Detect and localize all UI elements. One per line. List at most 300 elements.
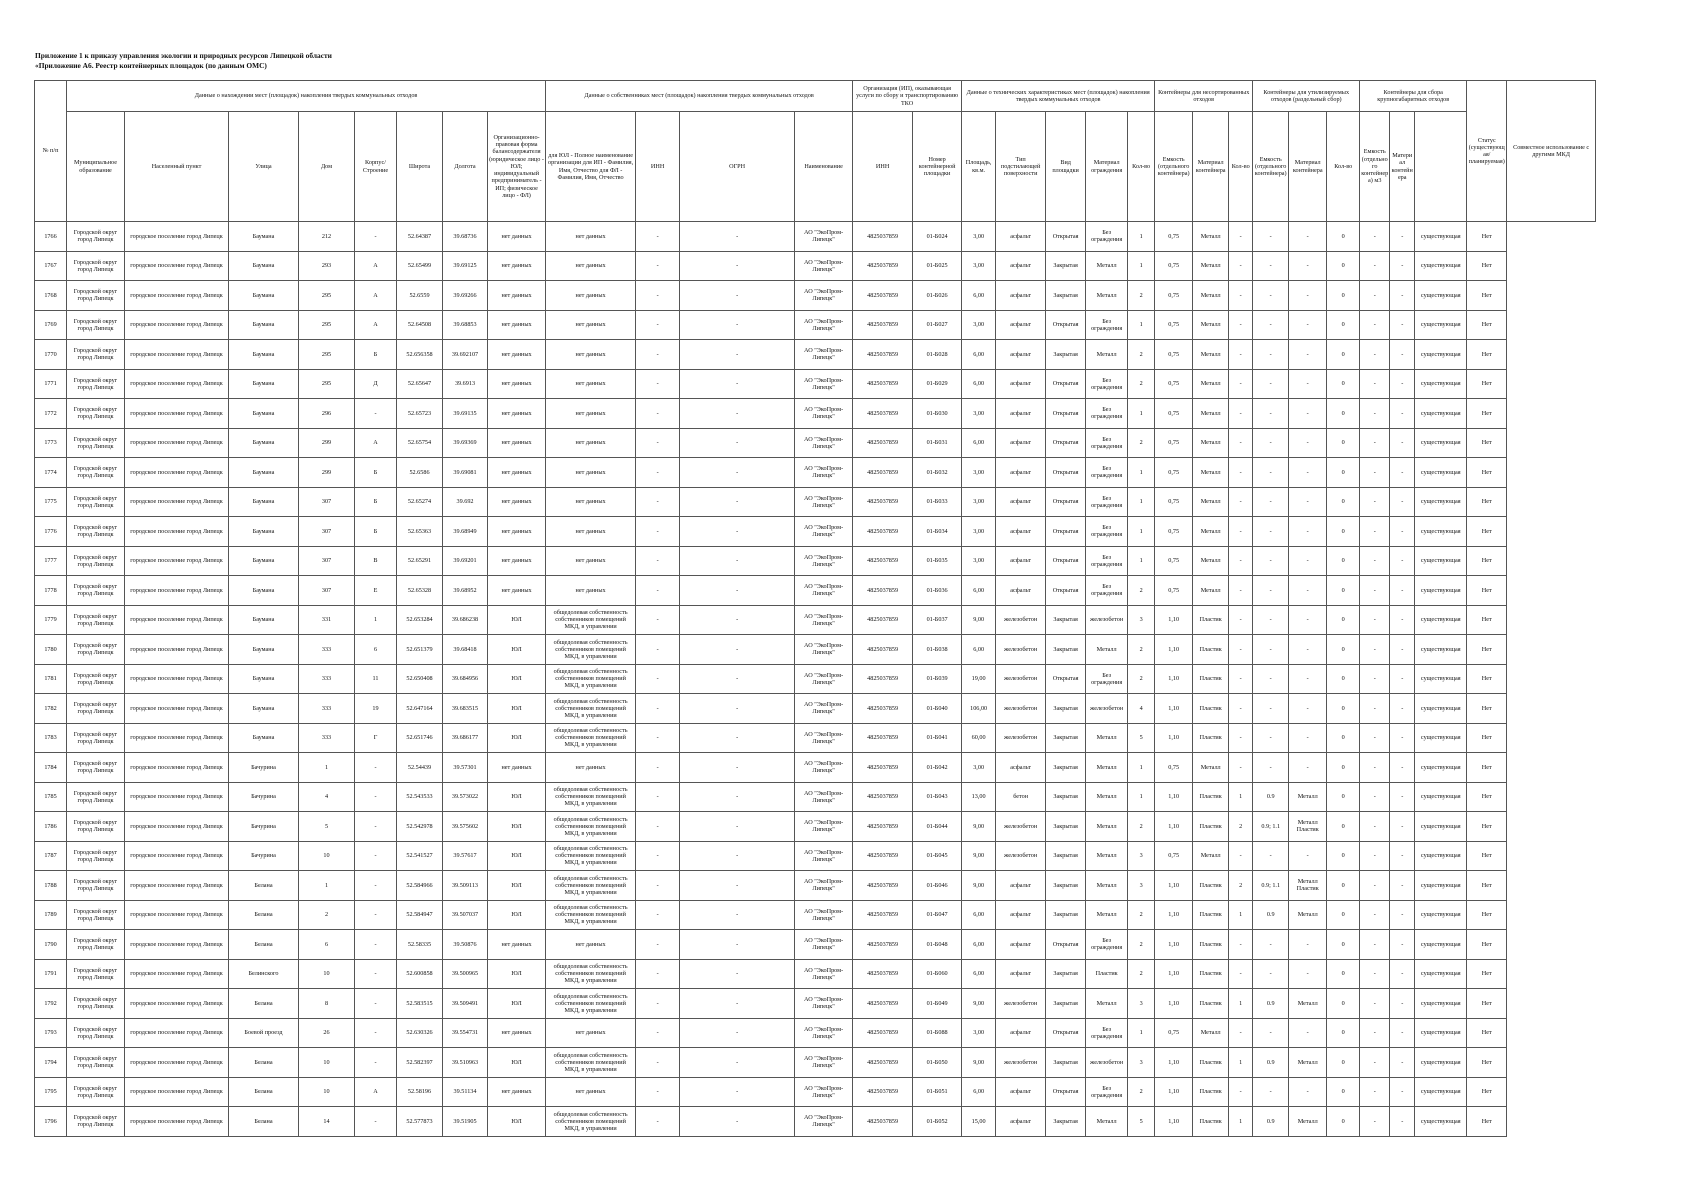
group-header: Контейнеры для утилизируемых отходов (раздельный сбор) [1253,81,1360,112]
table-cell [1128,1077,1155,1107]
cell-text: - [1306,1088,1309,1096]
cell-text: 4825037859 [867,1058,899,1066]
cell-text: Металл [1096,881,1117,889]
table-cell [355,310,397,340]
cell-text: - [656,1117,659,1125]
table-cell [996,1048,1046,1078]
column-header: Кол-во [1327,112,1360,222]
cell-text: нет данных [501,763,532,771]
cell-text: Нет [1481,970,1492,978]
column-header: Емкость (отдельного контейнера) [1253,112,1289,222]
table-cell [680,310,795,340]
table-cell [1128,900,1155,930]
table-cell [1467,694,1507,724]
cell-text: - [1401,793,1404,801]
cell-text: существующая [1420,527,1461,535]
cell-text: 1,10 [1168,793,1180,801]
column-header: Наименование [795,112,853,222]
cell-text: Металл [1096,350,1117,358]
table-cell [397,812,443,842]
cell-text: - [1373,468,1376,476]
table-cell [1046,369,1086,399]
cell-text: - [1306,734,1309,742]
cell-text: 52.65363 [407,527,432,535]
table-cell [853,1107,913,1137]
cell-text: 01-Б048 [926,940,948,948]
cell-text: асфальт [1010,1117,1031,1125]
table-cell [125,930,229,960]
cell-text: - [1306,586,1309,594]
cell-text: 39.69266 [453,291,477,299]
table-cell [1415,1107,1467,1137]
table-cell [1415,369,1467,399]
cell-text: Нет [1481,763,1492,771]
cell-text: нет данных [575,1088,606,1096]
table-cell [1128,664,1155,694]
cell-text: - [1401,881,1404,889]
cell-text: городское поселение город Липецк [130,557,223,565]
group-header: Данные о технических характеристиках мест (площадок) накопления твердых коммунальных отходов [962,81,1155,112]
cell-text: АО "ЭкоПром-Липецк" [804,937,844,952]
table-cell [125,1018,229,1048]
cell-text: - [656,468,659,476]
table-cell [443,458,488,488]
table-cell [35,458,67,488]
table-cell [1390,782,1415,812]
cell-text: 0 [1341,645,1345,653]
table-row [35,428,1596,458]
cell-text: Пластик [1199,675,1222,683]
cell-text: АО "ЭкоПром-Липецк" [804,760,844,775]
table-cell [636,812,680,842]
table-cell [488,664,546,694]
cell-text: общедолевая собственность собственников помещений МКД, в управлении [553,609,628,631]
table-cell [913,900,962,930]
cell-text: - [1239,1029,1242,1037]
table-cell [680,664,795,694]
table-cell [229,222,299,252]
cell-text: АО "ЭкоПром-Липецк" [804,524,844,539]
cell-text: - [656,262,659,270]
cell-text: 1,10 [1168,940,1180,948]
table-cell [488,989,546,1019]
column-header: для ЮЛ - Полное наименование организации для ИП - Фамилия, Имя, Отчество для ФЛ - Фамилия, Имя, Отчество [546,112,636,222]
cell-text: - [1269,1029,1272,1037]
cell-text: 333 [321,645,332,653]
table-cell [1086,369,1128,399]
cell-text: 52.65274 [407,498,432,506]
cell-text: городское поселение город Липецк [130,291,223,299]
cell-text: 01-Б035 [926,557,948,565]
table-cell [1390,989,1415,1019]
table-cell [355,723,397,753]
cell-text: Белана [254,1088,273,1096]
cell-text: - [1401,262,1404,270]
cell-text: 1,10 [1168,970,1180,978]
table-cell [1046,753,1086,783]
cell-text: 39.57301 [453,763,477,771]
table-cell [1415,723,1467,753]
cell-text: Закрытая [1053,970,1078,978]
column-header: Номер контейнерной площадки [913,112,962,222]
cell-text: Б [373,350,378,358]
table-cell [397,517,443,547]
table-cell [67,605,125,635]
table-row [35,812,1596,842]
table-cell [853,222,913,252]
table-cell [636,753,680,783]
cell-text: 0 [1341,822,1345,830]
table-cell [680,428,795,458]
cell-text: Открытая [1052,468,1079,476]
cell-text: 01-Б088 [926,1029,948,1037]
cell-text: Металл [1200,1029,1221,1037]
table-row [35,841,1596,871]
cell-text: - [1373,1029,1376,1037]
cell-text: Металл [1200,586,1221,594]
table-cell [67,281,125,311]
table-cell [680,812,795,842]
table-cell [996,930,1046,960]
cell-text: 6,00 [973,970,985,978]
cell-text: Без ограждения [1091,553,1123,568]
cell-text: 39.509113 [451,881,479,889]
cell-text: Нет [1481,1029,1492,1037]
table-cell [853,251,913,281]
table-cell [355,930,397,960]
table-cell [853,812,913,842]
table-cell [443,959,488,989]
table-cell [125,546,229,576]
table-cell [996,871,1046,901]
column-header: Статус (существующая/планируемая) [1467,81,1507,222]
table-cell [1155,1018,1193,1048]
cell-text: - [736,232,739,240]
table-cell [488,812,546,842]
table-cell [1128,281,1155,311]
table-cell [1155,1077,1193,1107]
cell-text: существующая [1420,970,1461,978]
cell-text: АО "ЭкоПром-Липецк" [804,465,844,480]
cell-text: - [1373,940,1376,948]
table-cell [1390,694,1415,724]
table-cell [299,989,355,1019]
cell-text: Без ограждения [1091,406,1123,421]
cell-text: Открытая [1052,232,1079,240]
cell-text: - [656,734,659,742]
cell-text: 0 [1341,704,1345,712]
table-cell [488,930,546,960]
cell-text: 01-Б028 [926,350,948,358]
table-cell [1289,369,1327,399]
table-cell [397,605,443,635]
column-header: Кол-во [1128,112,1155,222]
table-cell [1046,458,1086,488]
table-cell [1086,576,1128,606]
cell-text: 2 [1139,675,1143,683]
table-cell [1253,930,1289,960]
cell-text: - [736,1117,739,1125]
cell-text: - [656,675,659,683]
cell-text: 1778 [44,586,57,594]
table-cell [35,1018,67,1048]
table-cell [913,310,962,340]
cell-text: нет данных [501,262,532,270]
table-cell [1467,871,1507,901]
table-cell [962,340,996,370]
table-cell [680,458,795,488]
cell-text: существующая [1420,1029,1461,1037]
table-cell [1086,782,1128,812]
cell-text: - [736,262,739,270]
table-cell [680,369,795,399]
table-cell [1360,753,1390,783]
cell-text: ЮЛ [511,734,522,742]
cell-text: общедолевая собственность собственников помещений МКД, в управлении [553,845,628,867]
table-cell [67,428,125,458]
table-cell [488,605,546,635]
cell-text: 3 [1139,852,1143,860]
cell-text: Пластик [1199,645,1222,653]
table-row [35,399,1596,429]
table-cell [1253,458,1289,488]
table-cell [1415,841,1467,871]
document-header [35,51,332,71]
table-cell [913,989,962,1019]
table-cell [299,900,355,930]
table-cell [125,517,229,547]
table-cell [1155,281,1193,311]
cell-text: 01-Б060 [926,970,948,978]
cell-text: АО "ЭкоПром-Липецк" [804,229,844,244]
cell-text: Городской округ город Липецк [73,907,118,922]
table-cell [1155,1048,1193,1078]
table-cell [488,281,546,311]
table-cell [1086,1018,1128,1048]
table-cell [996,723,1046,753]
table-cell [1360,723,1390,753]
cell-text: - [1269,970,1272,978]
table-cell [488,635,546,665]
cell-text: - [1401,852,1404,860]
table-cell [795,369,853,399]
cell-text: нет данных [575,321,606,329]
cell-text: 1786 [44,822,57,830]
cell-text: АО "ЭкоПром-Липецк" [804,435,844,450]
table-cell [299,487,355,517]
cell-text: городское поселение город Липецк [130,1029,223,1037]
cell-text: ЮЛ [511,1058,522,1066]
table-cell [636,281,680,311]
table-cell [299,546,355,576]
table-cell [1086,458,1128,488]
table-cell [1415,546,1467,576]
cell-text: - [736,793,739,801]
cell-text: - [736,321,739,329]
cell-text: 0 [1341,380,1345,388]
table-cell [488,723,546,753]
cell-text: Металл [1200,852,1221,860]
table-cell [1415,458,1467,488]
cell-text: 39.68418 [453,645,477,653]
cell-text: - [1306,527,1309,535]
cell-text: общедолевая собственность собственников помещений МКД, в управлении [553,1110,628,1132]
table-cell [1229,723,1253,753]
cell-text: - [374,999,377,1007]
table-cell [1415,664,1467,694]
table-cell [443,782,488,812]
table-cell [1128,605,1155,635]
table-cell [125,399,229,429]
cell-text: Городской округ город Липецк [73,435,118,450]
cell-text: - [1306,616,1309,624]
table-cell [1128,487,1155,517]
table-cell [1467,664,1507,694]
table-cell [1289,281,1327,311]
cell-text: Пластик [1199,616,1222,624]
cell-text: Городской округ город Липецк [73,317,118,332]
cell-text: - [374,911,377,919]
cell-text: 1791 [44,970,57,978]
table-row [35,694,1596,724]
table-cell [1289,458,1327,488]
table-cell [397,340,443,370]
cell-text: Пластик [1199,999,1222,1007]
table-cell [546,989,636,1019]
cell-text: Бачурина [251,763,276,771]
cell-text: Нет [1481,1088,1492,1096]
cell-text: 1768 [44,291,57,299]
table-cell [636,694,680,724]
cell-text: 2 [1139,970,1143,978]
table-cell [229,310,299,340]
cell-text: - [1306,1029,1309,1037]
table-cell [1193,694,1229,724]
table-cell [1086,251,1128,281]
table-cell [125,222,229,252]
table-cell [680,900,795,930]
cell-text: 307 [321,586,332,594]
table-cell [1046,723,1086,753]
cell-text: асфальт [1010,881,1031,889]
table-cell [1253,900,1289,930]
cell-text: - [656,1029,659,1037]
cell-text: 1767 [44,262,57,270]
cell-text: нет данных [575,527,606,535]
cell-text: ЮЛ [511,970,522,978]
cell-text: общедолевая собственность собственников помещений МКД, в управлении [553,697,628,719]
table-cell [1390,340,1415,370]
table-cell [1128,1048,1155,1078]
table-cell [1467,340,1507,370]
table-cell [299,399,355,429]
table-cell [355,782,397,812]
table-cell [397,723,443,753]
table-cell [299,310,355,340]
cell-text: - [1239,350,1242,358]
cell-text: 1774 [44,468,57,476]
table-cell [1155,487,1193,517]
cell-text: Баумана [252,468,275,476]
table-cell [1390,605,1415,635]
cell-text: - [1306,409,1309,417]
cell-text: - [736,911,739,919]
cell-text: - [374,852,377,860]
cell-text: 0.9; 1.1 [1261,822,1281,830]
cell-text: Нет [1481,291,1492,299]
cell-text: 3 [1139,1058,1143,1066]
table-cell [67,369,125,399]
table-cell [125,1048,229,1078]
table-cell [1155,959,1193,989]
table-cell [853,753,913,783]
table-cell [35,900,67,930]
cell-text: - [736,999,739,1007]
cell-text: асфальт [1010,439,1031,447]
table-cell [1046,1107,1086,1137]
column-header: ИНН [636,112,680,222]
table-cell [996,310,1046,340]
table-cell [299,281,355,311]
table-cell [1390,900,1415,930]
table-cell [67,1107,125,1137]
cell-text: существующая [1420,468,1461,476]
table-cell [913,369,962,399]
cell-text: - [1373,586,1376,594]
table-cell [795,635,853,665]
table-cell [1289,694,1327,724]
cell-text: асфальт [1010,468,1031,476]
table-cell [355,900,397,930]
cell-text: - [1401,911,1404,919]
table-cell [996,989,1046,1019]
cell-text: - [656,527,659,535]
cell-text: Нет [1481,999,1492,1007]
cell-text: - [374,1029,377,1037]
cell-text: 52.542978 [406,822,433,830]
table-cell [488,959,546,989]
cell-text: существующая [1420,498,1461,506]
cell-text: Пластик [1199,822,1222,830]
cell-text: 6,00 [973,940,985,948]
table-cell [962,635,996,665]
cell-text: городское поселение город Липецк [130,232,223,240]
table-cell [1155,605,1193,635]
table-cell [355,959,397,989]
table-cell [1253,546,1289,576]
cell-text: нет данных [575,1029,606,1037]
cell-text: 01-Б031 [926,439,948,447]
cell-text: 1782 [44,704,57,712]
cell-text: нет данных [501,1088,532,1096]
cell-text: Городской округ город Липецк [73,878,118,893]
table-cell [1415,1077,1467,1107]
cell-text: 4825037859 [867,439,899,447]
cell-text: нет данных [501,527,532,535]
table-cell [443,871,488,901]
table-cell [1046,900,1086,930]
table-cell [1193,1077,1229,1107]
table-cell [546,458,636,488]
cell-text: ЮЛ [511,911,522,919]
cell-text: Без ограждения [1091,317,1123,332]
table-cell [680,546,795,576]
table-cell [67,841,125,871]
table-cell [1360,841,1390,871]
group-header-row [35,81,1596,112]
table-cell [853,369,913,399]
cell-text: 0 [1341,1058,1345,1066]
